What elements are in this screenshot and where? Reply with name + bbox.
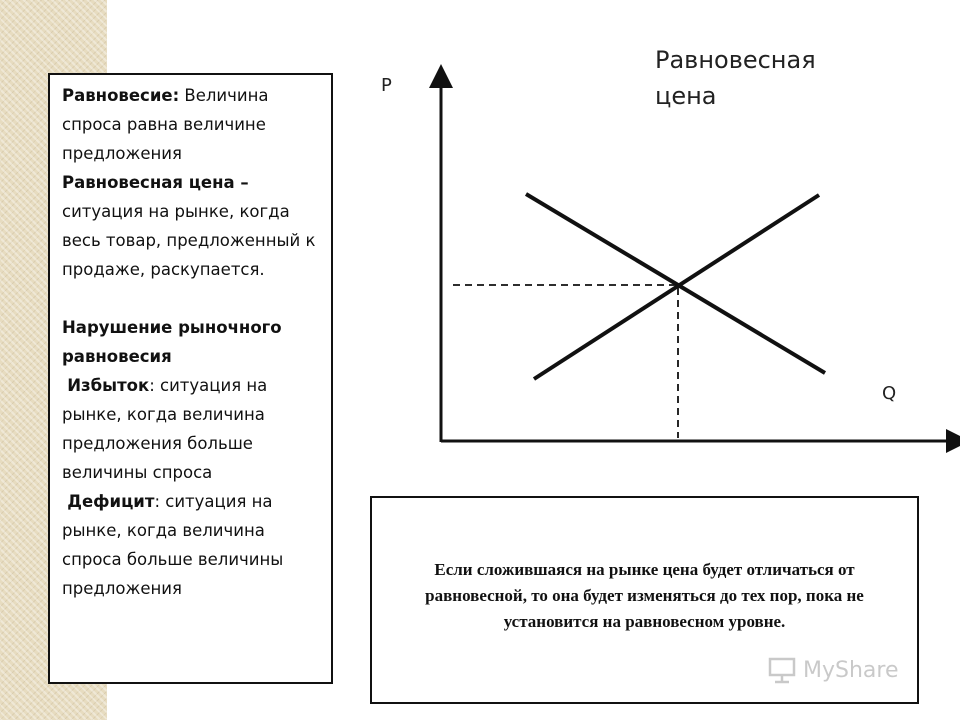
- deficit-term: Дефицит: [67, 492, 155, 511]
- watermark-text: MyShare: [803, 657, 899, 683]
- conclusion-text: Если сложившаяся на рынке цена будет отличаться от равновесной, то она будет изменяться до тех пор, пока не установится на равновесном уровне.: [425, 560, 864, 631]
- watermark: [767, 656, 899, 684]
- equilibrium-description: Величина спроса равна величине предложения: [62, 86, 269, 163]
- surplus-description: : ситуация на рынке, когда величина предложения больше величины спроса: [62, 376, 268, 482]
- equilibrium-price-description: ситуация на рынке, когда весь товар, предложенный к продаже, раскупается.: [62, 202, 316, 279]
- equilibrium-term: Равновесие:: [62, 86, 180, 105]
- surplus-term: Избыток: [67, 376, 150, 395]
- deficit-description: : ситуация на рынке, когда величина спроса больше величины предложения: [62, 492, 284, 598]
- violation-heading: Нарушение рыночного равновесия: [62, 318, 282, 366]
- price-axis-label: P: [381, 75, 392, 96]
- presentation-icon: [767, 656, 797, 684]
- equilibrium-price-term: Равновесная цена –: [62, 173, 249, 192]
- quantity-axis-label: Q: [882, 383, 897, 404]
- graph-title: Равновесная цена: [655, 46, 816, 110]
